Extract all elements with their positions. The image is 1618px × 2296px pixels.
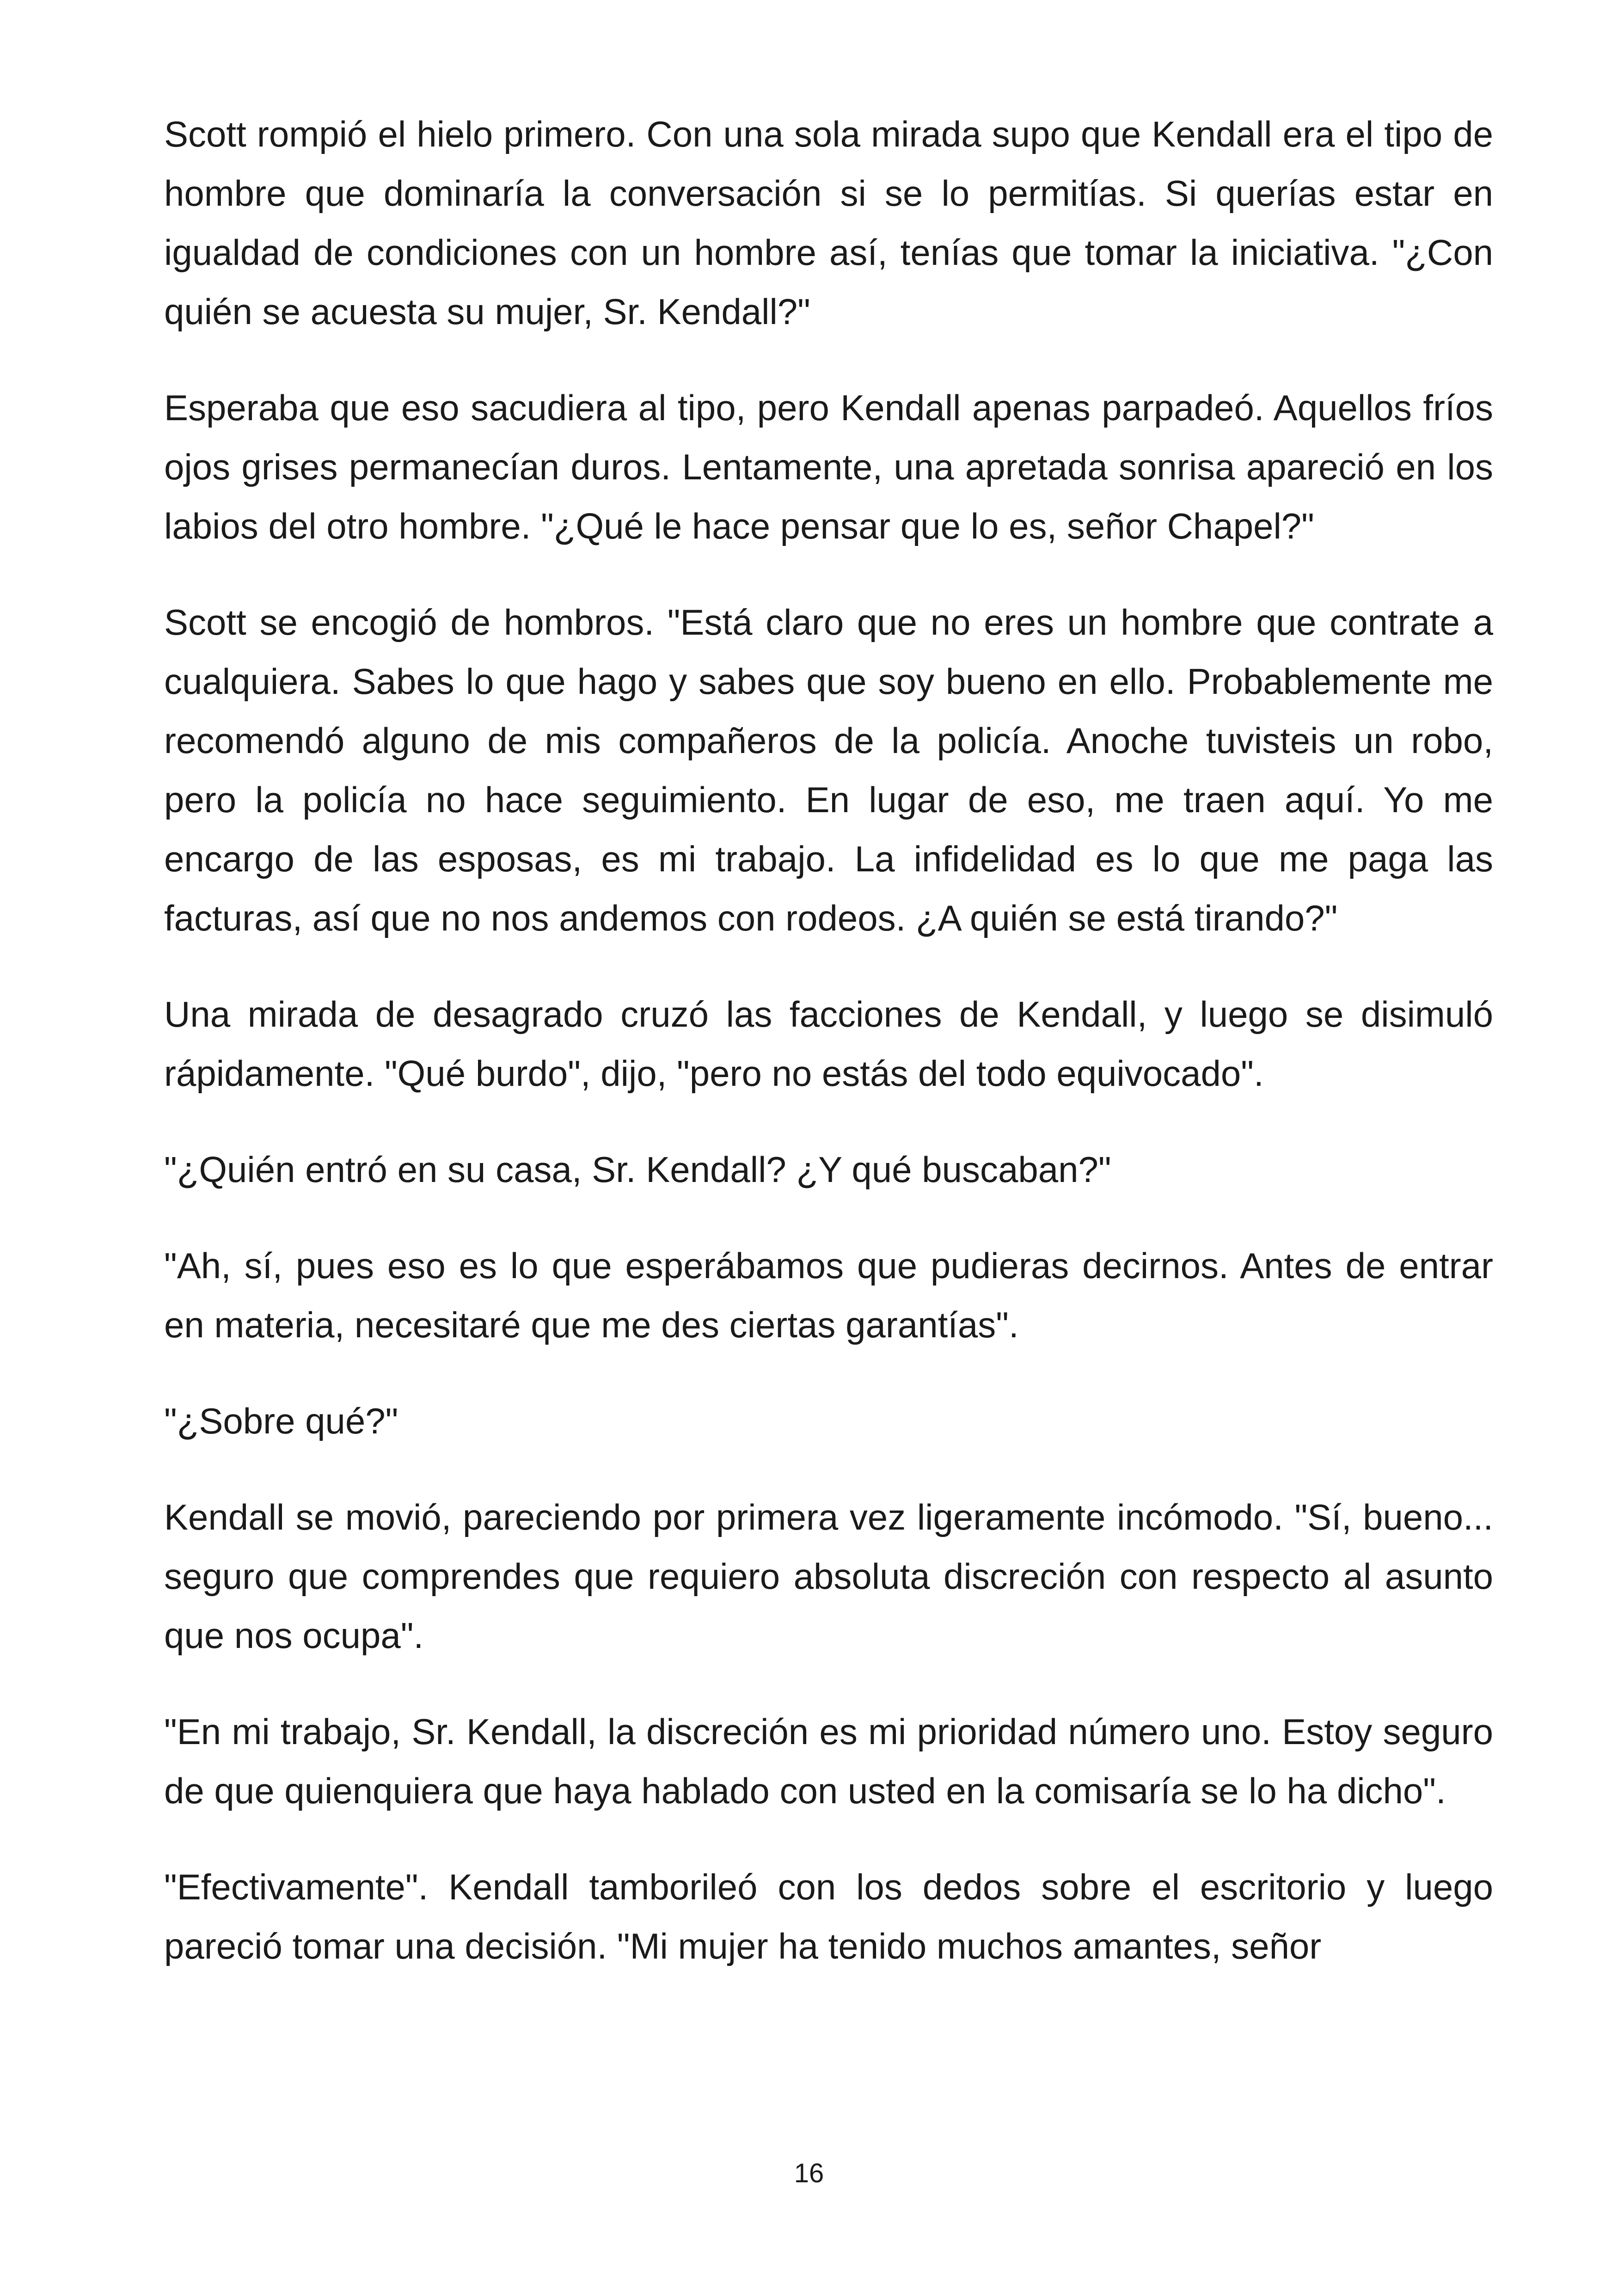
paragraph: "Efectivamente". Kendall tamborileó con los dedos sobre el escritorio y luego pareció tomar una decisión. "Mi mujer ha tenido muchos amantes, señor	[164, 1867, 1493, 1966]
paragraph: Scott se encogió de hombros. "Está claro que no eres un hombre que contrate a cualquiera. Sabes lo que hago y sabes que soy bueno en ello. Probablemente me recomendó alguno de mis compañeros de la policía. Anoche tuvisteis un robo, pero la policía no hace seguimiento. En lugar de eso, me traen aquí. Yo me encargo de las esposas, es mi trabajo. La infidelidad es lo que me paga las facturas, así que no nos andemos con rodeos. ¿A quién se está tirando?"	[164, 602, 1493, 938]
page-number: 16	[794, 2158, 824, 2188]
paragraph: Scott rompió el hielo primero. Con una sola mirada supo que Kendall era el tipo de hombre que dominaría la conversación si se lo permitías. Si querías estar en igualdad de condiciones con un hombre así, tenías que tomar la iniciativa. "¿Con quién se acuesta su mujer, Sr. Kendall?"	[164, 114, 1493, 332]
page-body	[164, 104, 1493, 2013]
paragraph: "¿Sobre qué?"	[164, 1401, 398, 1441]
paragraph: Una mirada de desagrado cruzó las facciones de Kendall, y luego se disimuló rápidamente. "Qué burdo", dijo, "pero no estás del todo equivocado".	[164, 994, 1493, 1094]
paragraph: "Ah, sí, pues eso es lo que esperábamos que pudieras decirnos. Antes de entrar en materia, necesitaré que me des ciertas garantías".	[164, 1245, 1493, 1345]
paragraph: Kendall se movió, pareciendo por primera vez ligeramente incómodo. "Sí, bueno... seguro que comprendes que requiero absoluta discreción con respecto al asunto que nos ocupa".	[164, 1497, 1493, 1656]
paragraph: "¿Quién entró en su casa, Sr. Kendall? ¿Y qué buscaban?"	[164, 1149, 1111, 1190]
paragraph: "En mi trabajo, Sr. Kendall, la discreción es mi prioridad número uno. Estoy seguro de que quienquiera que haya hablado con usted en la comisaría se lo ha dicho".	[164, 1711, 1493, 1811]
paragraph: Esperaba que eso sacudiera al tipo, pero Kendall apenas parpadeó. Aquellos fríos ojos grises permanecían duros. Lentamente, una apretada sonrisa apareció en los labios del otro hombre. "¿Qué le hace pensar que lo es, señor Chapel?"	[164, 387, 1493, 546]
